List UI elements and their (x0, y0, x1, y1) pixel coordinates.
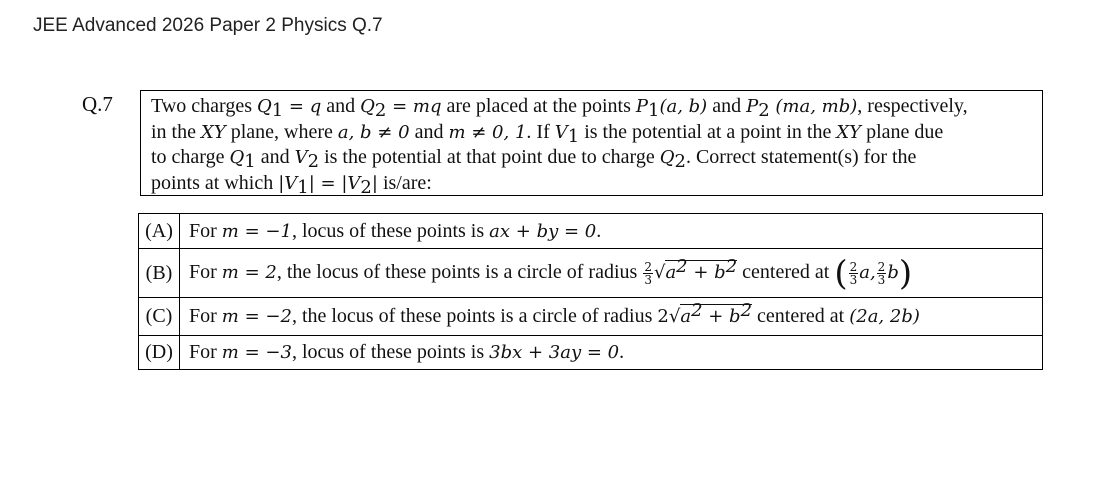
math: (a, b) (659, 96, 708, 117)
question-line-4 (151, 171, 1032, 197)
math: XY (201, 121, 226, 143)
math: a, b ≠ 0 (337, 121, 410, 143)
text: are placed at the points (441, 95, 636, 117)
left-paren: ( (834, 253, 848, 293)
fraction (849, 261, 859, 286)
text: For (189, 260, 222, 283)
text: , locus of these points is (291, 341, 490, 363)
radicand (680, 300, 753, 327)
text: to charge (151, 146, 230, 168)
option-label: (D) (139, 336, 180, 370)
page-header: JEE Advanced 2026 Paper 2 Physics Q.7 (33, 15, 383, 36)
radicand (665, 255, 738, 283)
superscript: 2 (740, 300, 753, 321)
text: and (707, 95, 747, 117)
right-paren: ) (898, 253, 913, 293)
subscript: 1 (244, 151, 256, 172)
math: V (294, 147, 308, 168)
superscript: 2 (676, 255, 688, 277)
math: m ≠ 0, 1 (448, 121, 527, 143)
option-row-a[interactable] (139, 214, 1043, 249)
math: m = 2 (221, 261, 277, 283)
question-number: Q.7 (82, 92, 113, 116)
superscript: 2 (691, 300, 703, 321)
subscript: 2 (674, 151, 686, 172)
math: b (887, 261, 899, 283)
math: m = −1 (221, 220, 292, 242)
option-text (180, 336, 1043, 370)
text: For (189, 219, 222, 242)
text: points at which (151, 171, 279, 194)
superscript: 2 (725, 255, 738, 277)
math: a, (859, 261, 876, 283)
option-row-c[interactable] (139, 298, 1043, 336)
math: 3bx + 3ay = 0 (489, 342, 620, 363)
text: . Correct statement(s) for the (685, 146, 917, 168)
text: is/are: (377, 171, 432, 194)
question-stem (140, 90, 1043, 196)
subscript: 1 (297, 176, 309, 198)
sqrt-sign: √ (668, 306, 681, 327)
denominator: 3 (644, 272, 652, 287)
option-label: (C) (139, 298, 180, 336)
math: = mq (386, 96, 442, 117)
math: + b (687, 261, 726, 283)
text: in the (151, 120, 201, 143)
text: , the locus of these points is a circle of radius (291, 305, 658, 327)
text: and (255, 146, 295, 168)
subscript: 1 (648, 100, 660, 121)
option-row-d[interactable] (139, 336, 1043, 370)
subscript: 2 (374, 100, 387, 121)
option-text (180, 249, 1043, 298)
option-row-b[interactable] (139, 249, 1043, 298)
math: V (554, 121, 568, 143)
math: Q (256, 96, 272, 117)
question-line-2 (151, 120, 1032, 146)
text: centered at (737, 260, 835, 283)
option-text (180, 298, 1043, 336)
options-table (138, 213, 1043, 370)
sqrt-sign: √ (653, 261, 666, 283)
math: | (371, 172, 378, 194)
text: is the potential at a point in the (579, 120, 837, 143)
question-line-3 (151, 145, 1032, 171)
math: 2 (657, 306, 669, 327)
option-label: (A) (139, 214, 180, 249)
math: a (665, 261, 677, 283)
numerator: 2 (877, 259, 886, 274)
text: and (321, 95, 361, 117)
text: . (596, 219, 602, 242)
question-line-1 (151, 94, 1032, 120)
text: . (619, 341, 625, 363)
math: Q (229, 147, 245, 168)
denominator: 3 (849, 272, 858, 287)
math: |V (278, 172, 298, 194)
math: ax + by = 0 (489, 220, 597, 242)
subscript: 2 (360, 176, 372, 198)
math: (ma, mb) (769, 96, 858, 117)
math: | = |V (308, 172, 361, 194)
text: is the potential at that point due to charge (319, 146, 660, 168)
math: + b (702, 306, 741, 327)
text: , the locus of these points is a circle of radius (276, 260, 643, 283)
math: Q (360, 96, 375, 117)
math: P (635, 96, 648, 117)
math: P (746, 96, 759, 117)
numerator: 2 (644, 259, 652, 274)
fraction (643, 261, 653, 286)
option-label: (B) (139, 249, 180, 298)
text: , locus of these points is (291, 219, 490, 242)
subscript: 1 (271, 100, 284, 121)
fraction (877, 261, 887, 286)
math: Q (659, 147, 675, 168)
math: a (680, 306, 692, 327)
subscript: 2 (758, 100, 770, 121)
subscript: 1 (567, 125, 580, 147)
numerator: 2 (849, 259, 858, 274)
math: = q (283, 96, 322, 117)
option-text (180, 214, 1043, 249)
text: centered at (752, 305, 850, 327)
text: , respectively, (857, 95, 968, 117)
math: m = −3 (221, 342, 292, 363)
text: plane, where (225, 120, 338, 143)
math: m = −2 (221, 306, 292, 327)
subscript: 2 (307, 151, 320, 172)
text: plane due (861, 120, 944, 143)
text: . If (526, 120, 555, 143)
math: (2a, 2b) (849, 306, 920, 327)
text: For (189, 305, 222, 327)
denominator: 3 (877, 272, 886, 287)
text: Two charges (151, 95, 257, 117)
text: For (189, 341, 222, 363)
math: XY (836, 121, 862, 143)
text: and (409, 120, 449, 143)
